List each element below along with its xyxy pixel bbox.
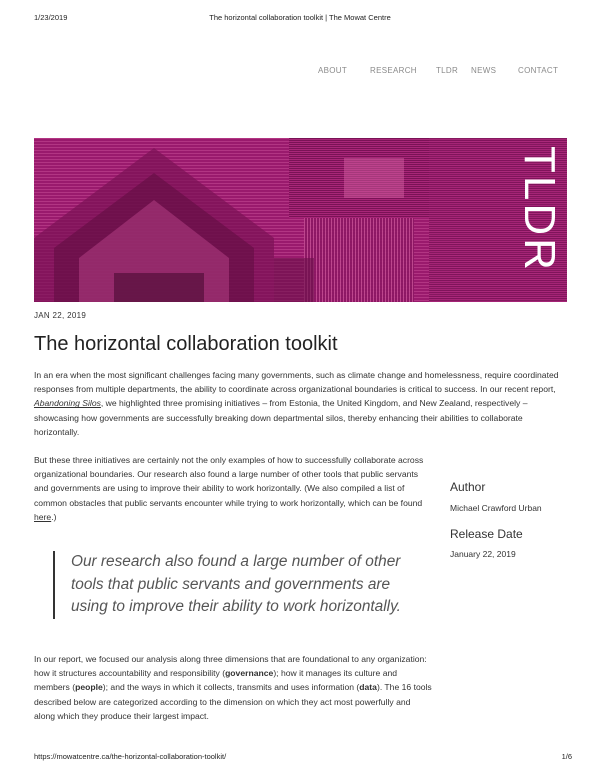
second-text-2: .): [51, 511, 57, 522]
release-date-value: January 22, 2019: [450, 549, 516, 559]
data-term: data: [359, 682, 377, 693]
intro-text-1: In an era when the most significant challenges facing many governments, such as climate change and homelessness, require coordinated responses from multiple departments, the ability to coordinate across organizational boundaries is critical to success. In our recent report,: [34, 370, 559, 395]
hero-pattern: [34, 138, 567, 302]
release-date-heading: Release Date: [450, 527, 523, 541]
page-title: The horizontal collaboration toolkit: [34, 333, 338, 355]
print-page-number: 1/6: [561, 752, 572, 761]
abandoning-silos-link[interactable]: Abandoning Silos: [34, 398, 101, 409]
author-heading: Author: [450, 480, 486, 494]
hero-banner: [34, 138, 567, 302]
second-paragraph: [34, 453, 432, 524]
pull-quote: [53, 551, 431, 619]
governance-term: governance: [225, 668, 274, 679]
print-url: https://mowatcentre.ca/the-horizontal-collaboration-toolkit/: [34, 752, 227, 761]
print-date: 1/23/2019: [34, 13, 68, 22]
post-date: JAN 22, 2019: [34, 311, 87, 320]
nav-contact[interactable]: CONTACT: [518, 66, 559, 75]
nav-about[interactable]: ABOUT: [318, 66, 348, 75]
third-text-a: In our report, we focused our analysis along three dimensions that are foundational to any organization: how it structures accountability and responsibility (: [34, 654, 427, 679]
third-text-g: ). The 16 tools described below are categorized according to the dimension on which they act most powerfully and along which they produce their largest impact.: [34, 682, 432, 721]
second-text-1: But these three initiatives are certainly not the only examples of how to successfully collaborate across organizational boundaries. Our research also found a large number of other tools that public servants and governments are using to improve their ability to work horizontally. (We also compiled a list of common obstacles that public servants encounter while trying to work horizontally, which can be found: [34, 455, 424, 508]
nav-news[interactable]: NEWS: [471, 66, 497, 75]
intro-text-2: , we highlighted three promising initiatives – from Estonia, the United Kingdom, and New Zealand, respectively – showcasing how governments are successfully breaking down departmental silos, thereby enhancing their abilities to collaborate horizontally.: [34, 398, 528, 437]
third-paragraph: [34, 652, 432, 723]
nav-tldr[interactable]: TLDR: [436, 66, 459, 75]
print-page-title: The horizontal collaboration toolkit | The Mowat Centre: [209, 13, 391, 22]
people-term: people: [75, 682, 103, 693]
author-name[interactable]: Michael Crawford Urban: [450, 503, 542, 513]
pull-quote-text: Our research also found a large number of other tools that public servants and governments are using to improve their ability to work horizontally.: [71, 553, 401, 615]
third-text-e: ); and the ways in which it collects, transmits and uses information (: [102, 682, 360, 693]
nav-research[interactable]: RESEARCH: [370, 66, 417, 75]
here-link[interactable]: here: [34, 511, 52, 522]
hero-tldr-label: TLDR: [515, 146, 564, 273]
intro-paragraph: [34, 368, 567, 439]
third-text-c: ); how it manages its culture and members (: [34, 668, 398, 693]
